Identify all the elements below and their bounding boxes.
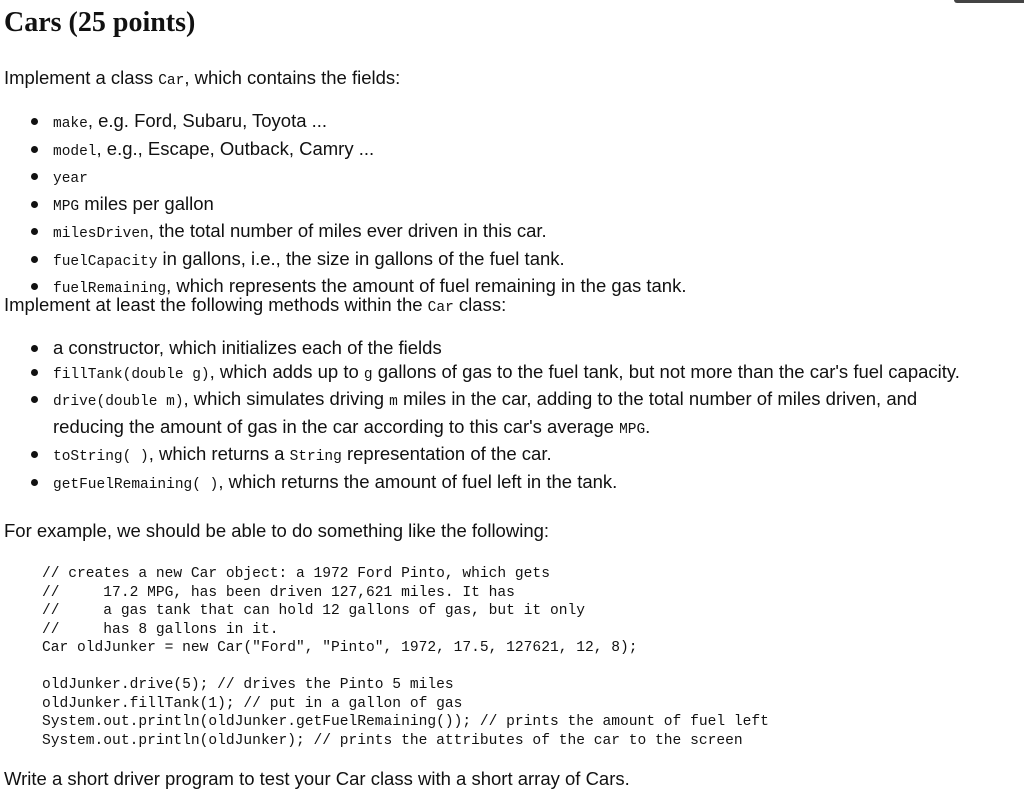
class-name-code: Car bbox=[427, 300, 454, 316]
list-item-tostring: toString( ), which returns a String representation of the car. bbox=[0, 442, 973, 470]
intro-paragraph: Implement a class Car, which contains the fields: bbox=[4, 67, 401, 89]
list-item: MPG miles per gallon bbox=[0, 192, 973, 220]
code-example-block: // creates a new Car object: a 1972 Ford Pinto, which gets // 17.2 MPG, has been driven 127,621 miles. It has // a gas tank that can hold 12 gallons of gas, but it only // has 8 gallons in it. Car oldJunker = new Car("Ford", "Pinto", 1972, 17.5, 127621, 12, 8); oldJunker.drive(5); // drives the Pinto 5 miles oldJunker.fillTank(1); // put in a gallon of gas System.out.println(oldJunker.getFuelRemaining()); // prints the amount of fuel left System.out.println(oldJunker); // prints the attributes of the car to the screen bbox=[42, 566, 769, 749]
page-title: Cars (25 points) bbox=[4, 7, 196, 38]
example-intro: For example, we should be able to do something like the following: bbox=[4, 520, 550, 541]
list-item-drive: drive(double m), which simulates driving m miles in the car, adding to the total number of miles driven, and reducing the amount of gas in the car according to this car's average MPG. bbox=[0, 387, 973, 442]
fields-list bbox=[0, 109, 973, 302]
list-item: year bbox=[0, 164, 973, 192]
list-item: milesDriven, the total number of miles ever driven in this car. bbox=[0, 219, 973, 247]
class-name-code: Car bbox=[158, 73, 185, 89]
methods-list bbox=[0, 336, 973, 497]
list-item-getfuelremaining: getFuelRemaining( ), which returns the amount of fuel left in the tank. bbox=[0, 470, 973, 498]
methods-intro-paragraph: Implement at least the following methods within the Car class: bbox=[4, 294, 507, 316]
list-item-constructor: a constructor, which initializes each of the fields bbox=[0, 336, 973, 360]
list-item: fuelCapacity in gallons, i.e., the size in gallons of the fuel tank. bbox=[0, 247, 973, 275]
list-item: make, e.g. Ford, Subaru, Toyota ... bbox=[0, 109, 973, 137]
window-corner-bar bbox=[954, 0, 1024, 3]
list-item: fuelRemaining, which represents the amount of fuel remaining in the gas tank. bbox=[0, 274, 973, 302]
list-item-filltank: fillTank(double g), which adds up to g gallons of gas to the fuel tank, but not more than the car's fuel capacity. bbox=[0, 360, 973, 388]
closing-paragraph: Write a short driver program to test your Car class with a short array of Cars. bbox=[4, 768, 630, 789]
list-item: model, e.g., Escape, Outback, Camry ... bbox=[0, 137, 973, 165]
